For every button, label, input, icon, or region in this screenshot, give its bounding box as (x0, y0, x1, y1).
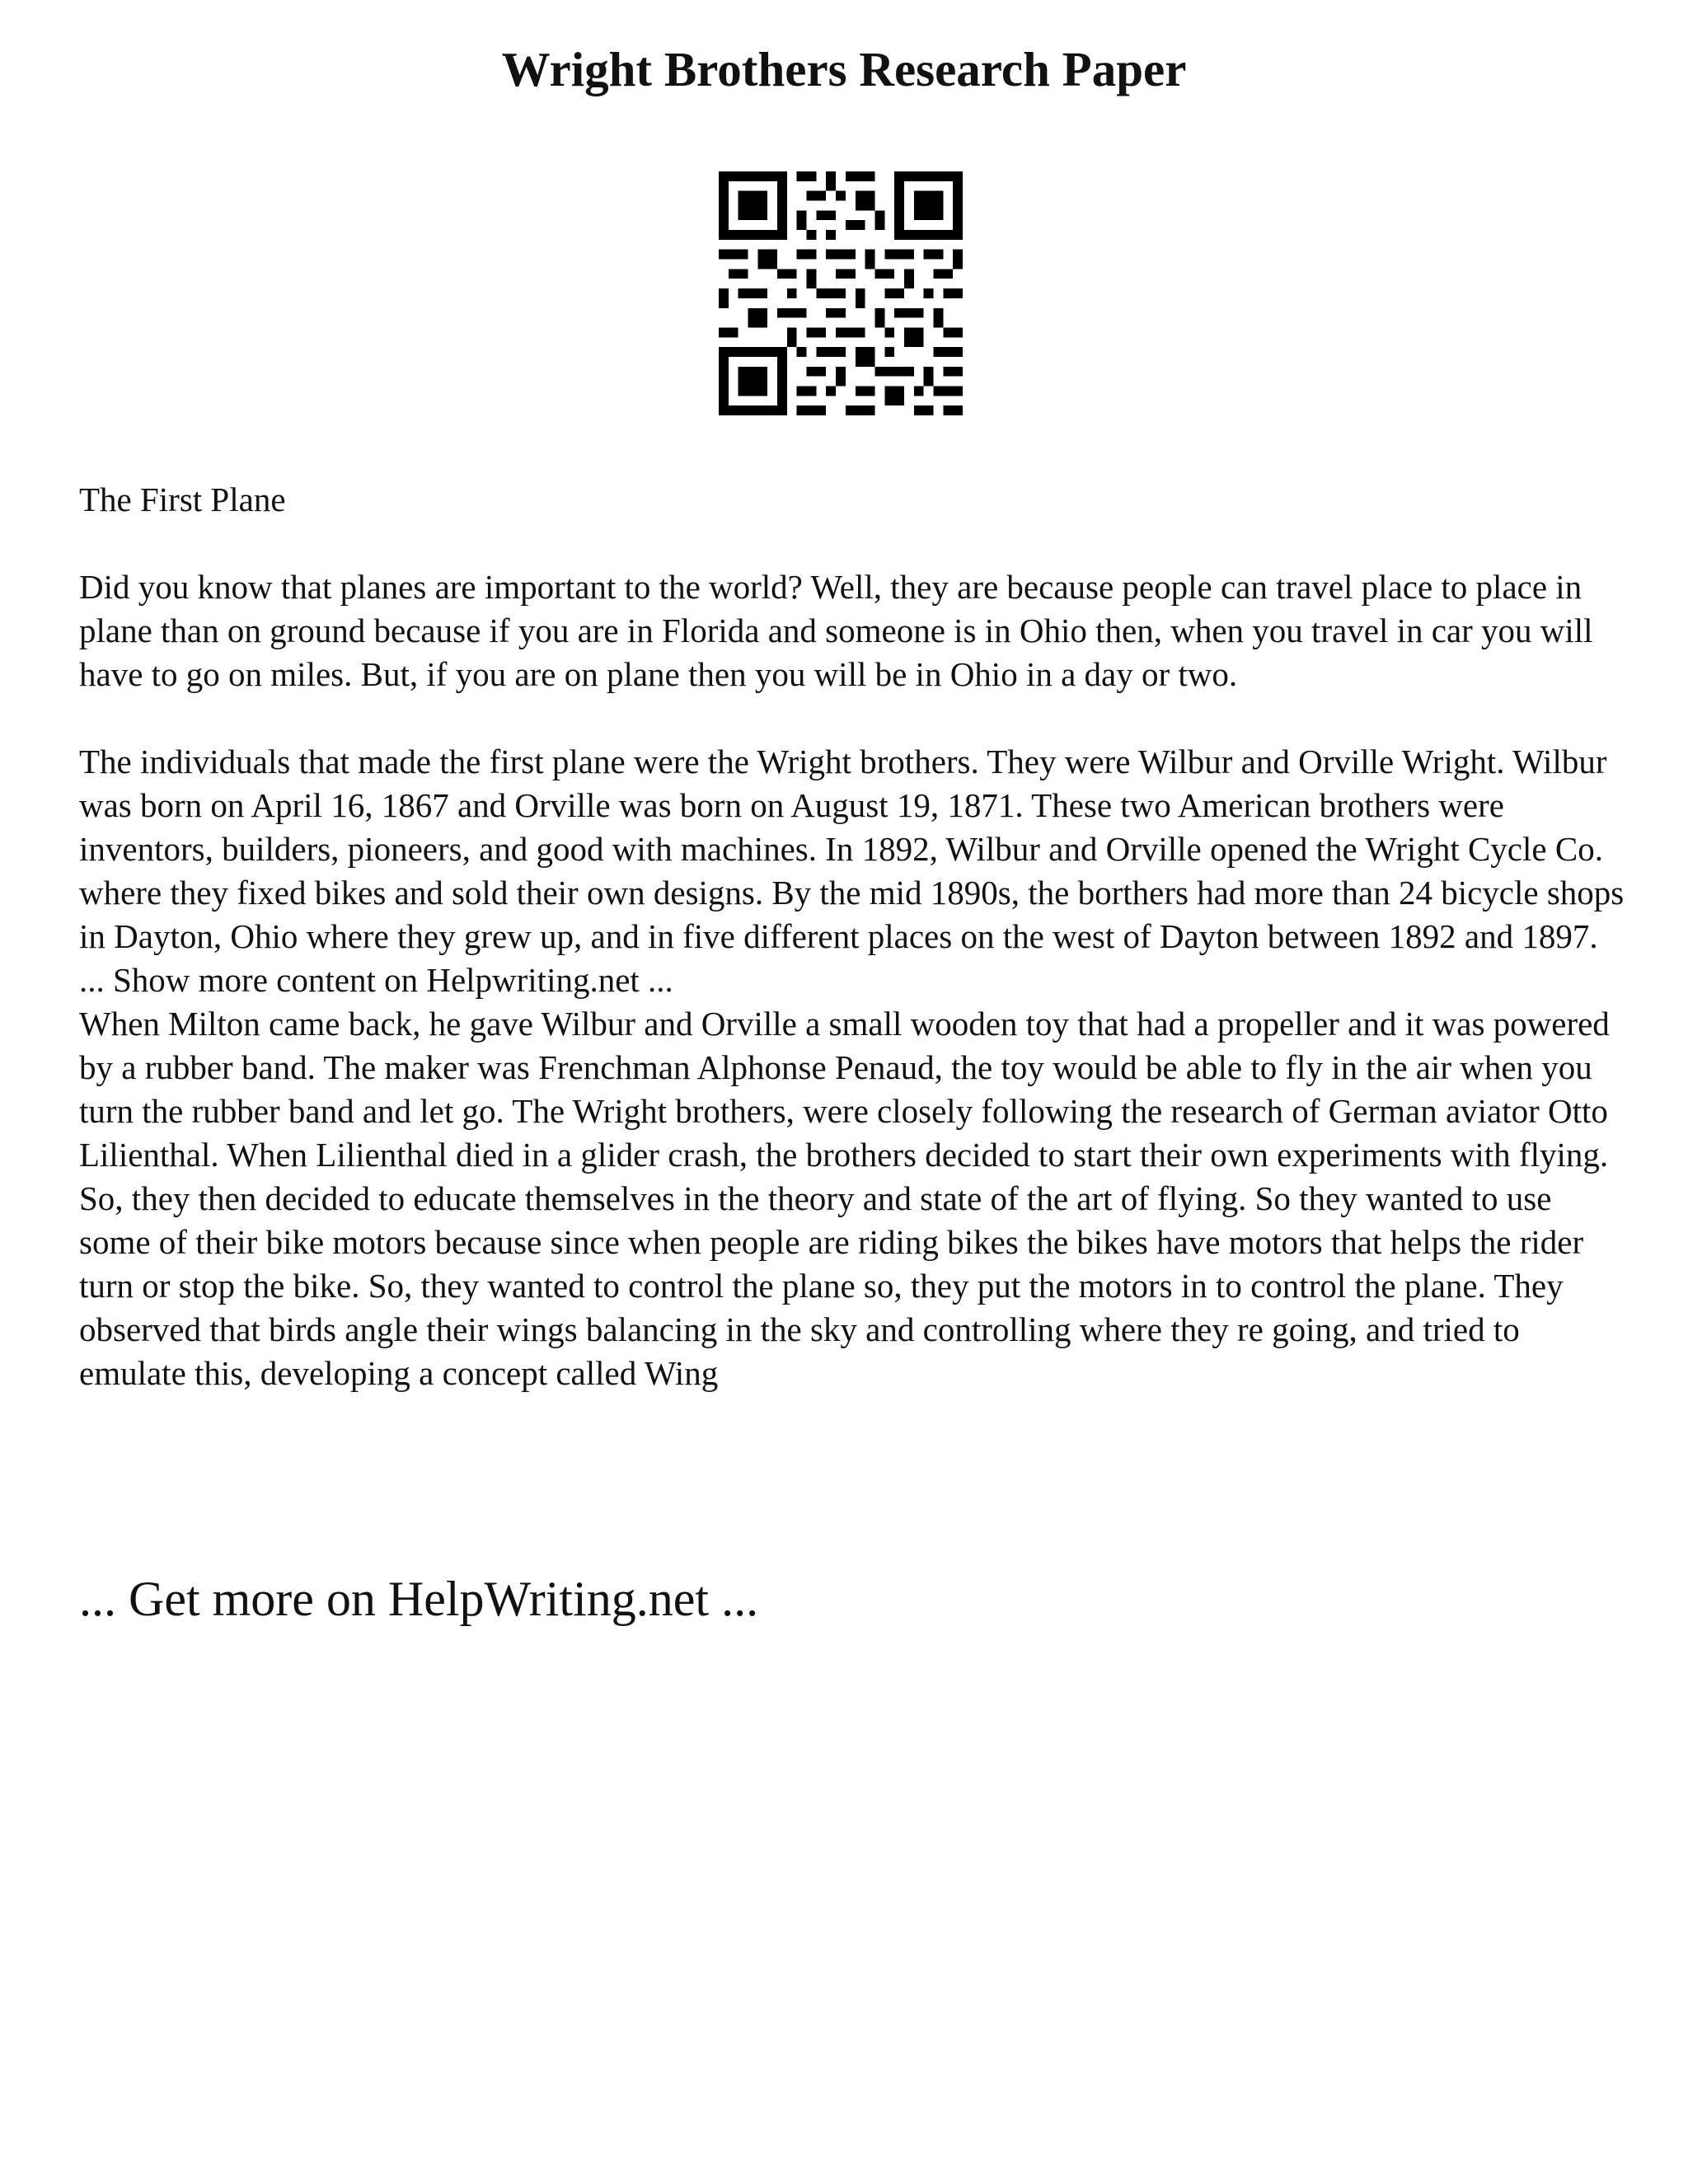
qr-code-icon[interactable] (719, 171, 963, 415)
document-body (79, 478, 1629, 1395)
paragraph-history: The individuals that made the first plane were the Wright brothers. They were Wilbur and Orville Wright. Wilbur was born on April 16, 1867 and Orville was born on August 19, 1871. These two American brothers were inventors, builders, pioneers, and good with machines. In 1892, Wilbur and Orville opened the Wright Cycle Co. where they fixed bikes and sold their own designs. By the mid 1890s, the borthers had more than 24 bicycle shops in Dayton, Ohio where they grew up, and in five different places on the west of Dayton between 1892 and 1897. ... Show more content on Helpwriting.net ... (79, 743, 1625, 999)
paragraph-intro: Did you know that planes are important to the world? Well, they are because people can travel place to place in plane than on ground because if you are in Florida and someone is in Ohio then, when you travel in car you will have to go on miles. But, if you are on plane then you will be in Ohio in a day or two. (79, 568, 1593, 693)
section-heading: The First Plane (79, 480, 286, 518)
paragraph-flight: When Milton came back, he gave Wilbur and Orville a small wooden toy that had a propeller and it was powered by a rubber band. The maker was Frenchman Alphonse Penaud, the toy would be able to fly in the air when you turn the rubber band and let go. The Wright brothers, were closely following the research of German aviator Otto Lilienthal. When Lilienthal died in a glider crash, the brothers decided to start their own experiments with flying. So, they then decided to educate themselves in the theory and state of the art of flying. So they wanted to use some of their bike motors because since when people are riding bikes the bikes have motors that helps the rider turn or stop the bike. So, they wanted to control the plane so, they put the motors in to control the plane. They observed that birds angle their wings balancing in the sky and controlling where they re going, and tried to emulate this, developing a concept called Wing (79, 1005, 1610, 1392)
qr-code-graphic (719, 171, 963, 415)
page-title: Wright Brothers Research Paper (501, 42, 1187, 96)
get-more-link[interactable]: ... Get more on HelpWriting.net ... (79, 1572, 759, 1626)
